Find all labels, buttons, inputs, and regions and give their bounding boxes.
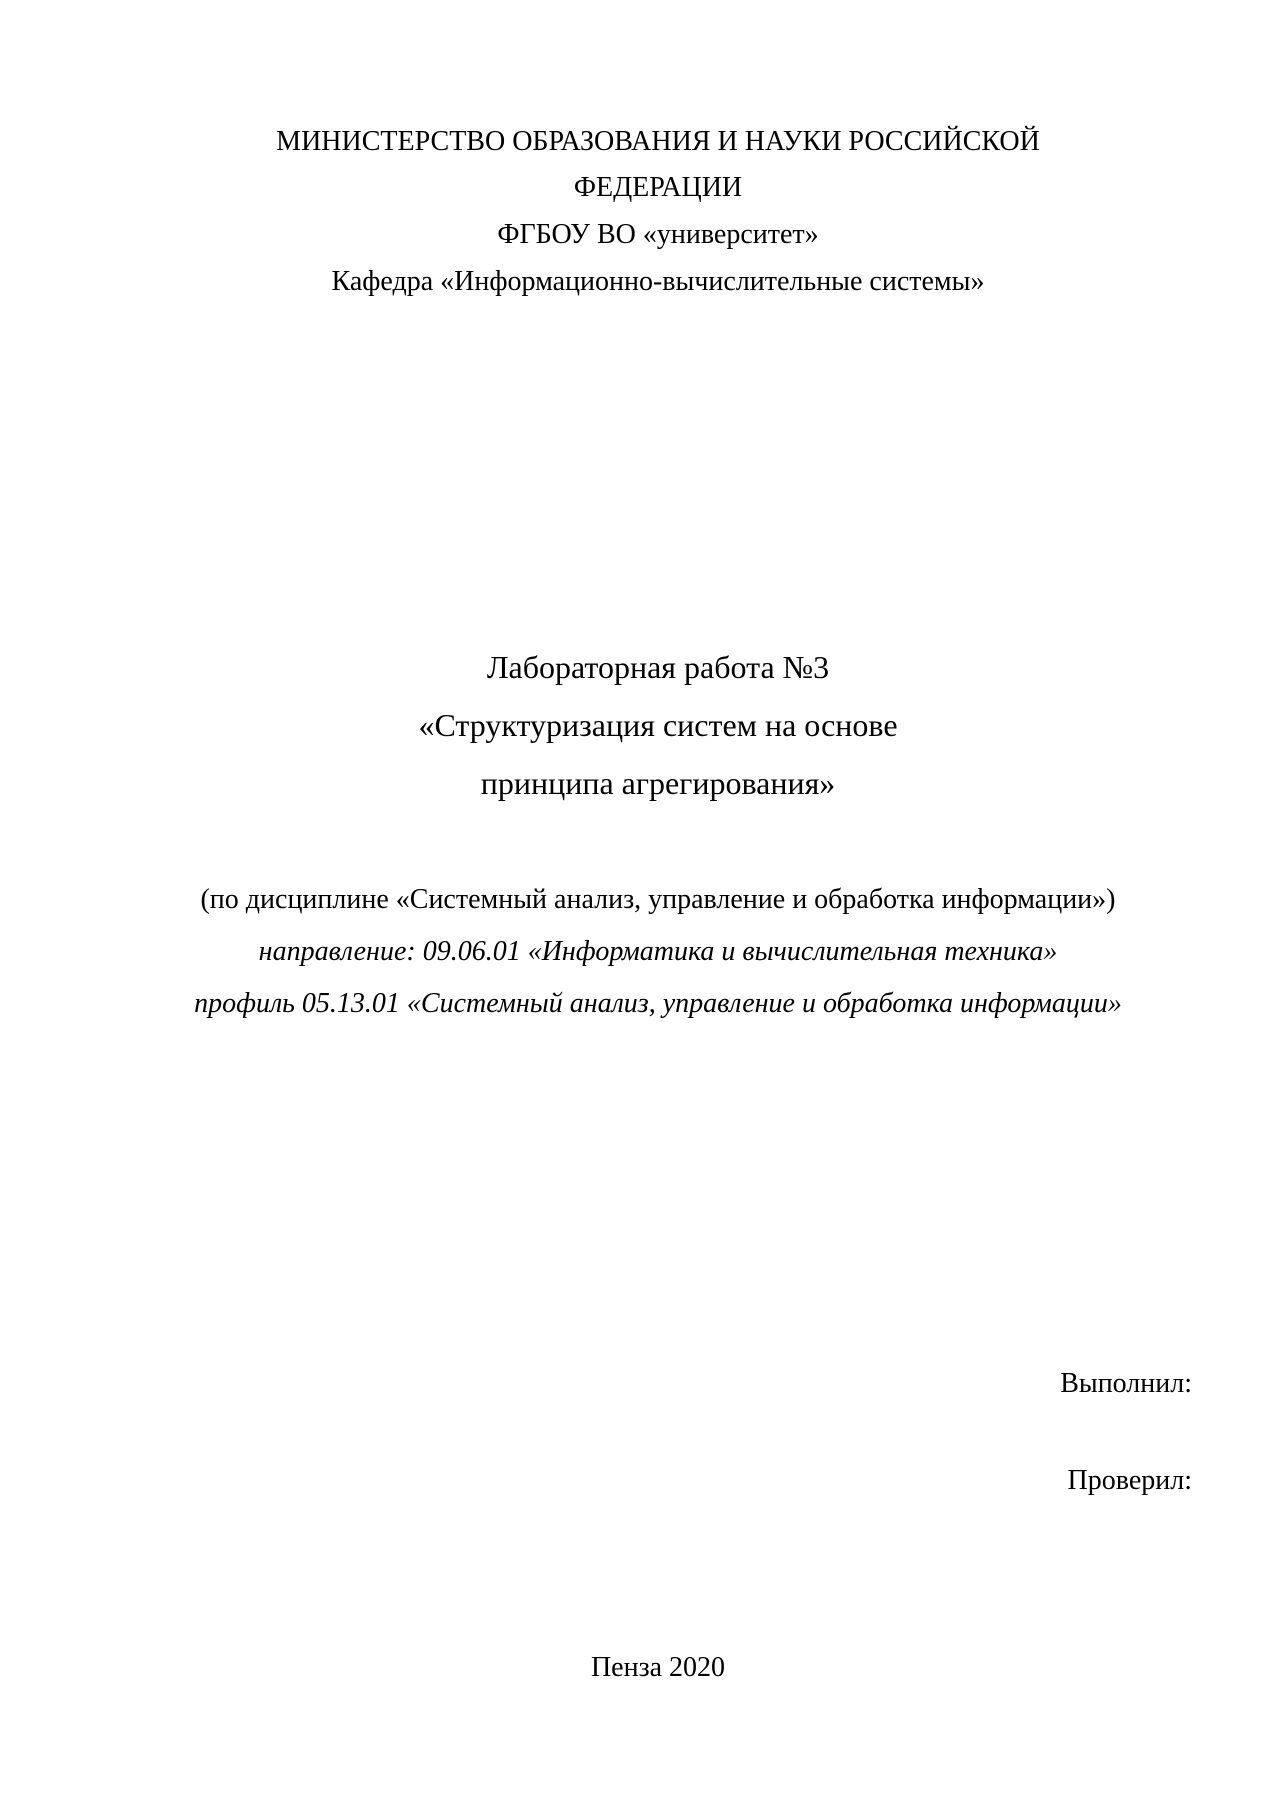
discipline-subject: (по дисциплине «Системный анализ, управление и обработка информации») <box>200 884 1116 915</box>
work-number-title: Лабораторная работа №3 <box>486 649 830 685</box>
checked-by-label: Проверил: <box>1067 1465 1192 1496</box>
discipline-profile: профиль 05.13.01 «Системный анализ, управление и обработка информации» <box>194 988 1122 1019</box>
discipline-direction: направление: 09.06.01 «Информатика и вычислительная техника» <box>258 936 1058 967</box>
university-name: ФГБОУ ВО «университет» <box>497 219 819 250</box>
city-year: Пенза 2020 <box>590 1652 726 1683</box>
ministry-line-2: ФЕДЕРАЦИИ <box>573 172 743 203</box>
topic-line-2: принципа агрегирования» <box>480 765 836 801</box>
department-name: Кафедра «Информационно-вычислительные системы» <box>331 266 985 297</box>
topic-line-1: «Структуризация систем на основе <box>418 707 898 743</box>
ministry-line-1: МИНИСТЕРСТВО ОБРАЗОВАНИЯ И НАУКИ РОССИЙСКОЙ <box>276 126 1040 157</box>
performed-by-label: Выполнил: <box>1060 1368 1192 1399</box>
